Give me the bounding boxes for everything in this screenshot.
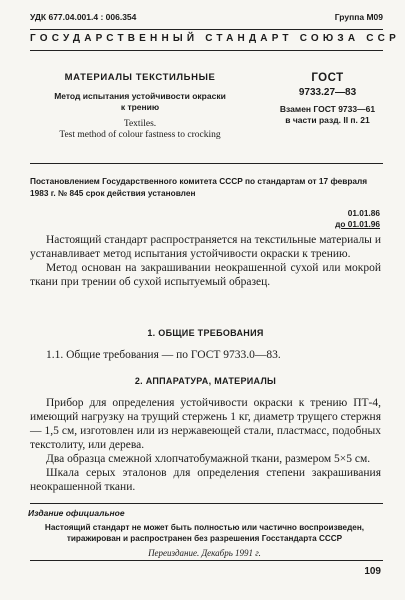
replaces-note: [265, 104, 390, 126]
method-title-line1: Метод испытания устойчивости окраски: [54, 91, 226, 101]
page-number: 109: [364, 566, 381, 577]
replaces-line1: Взамен ГОСТ 9733—61: [279, 104, 376, 114]
decree-text: [30, 176, 380, 199]
intro-paragraph-2: Метод основан на закрашивании неокрашенной сухой или мокрой ткани при трении об сухой испытуемый образец.: [30, 262, 381, 288]
footer-block: [28, 508, 381, 558]
udk-code: УДК 677.04.001.4 : 006.354: [30, 12, 137, 22]
english-title: [30, 119, 250, 141]
english-title-line1: Textiles.: [123, 119, 157, 129]
notice-line1: Настоящий стандарт не может быть полностью или частично воспроизведен,: [44, 523, 365, 532]
section-2-paragraph-1: Прибор для определения устойчивости окраски к трению ПТ-4, имеющий нагрузку на трущий стержень 1 кг, диаметр трущего стержня — 1,5 см, изготовлен или из нержавеющей стали, пластмасс, подобных текстолиту, или дерева.: [30, 397, 381, 451]
method-title: [30, 91, 250, 113]
section-2-text: [30, 396, 381, 494]
intro-text: [30, 233, 381, 289]
decree-line2: 1983 г. № 845 срок действия установлен: [30, 187, 196, 198]
validity-dates: [335, 208, 380, 230]
english-title-line2: Test method of colour fastness to crocking: [59, 130, 221, 140]
document-title: МАТЕРИАЛЫ ТЕКСТИЛЬНЫЕ: [64, 72, 216, 83]
section-2-heading: 2. АППАРАТУРА, МАТЕРИАЛЫ: [134, 376, 277, 386]
date-to: до 01.01.96: [335, 219, 380, 229]
section-1-item: 1.1. Общие требования — по ГОСТ 9733.0—83.: [46, 349, 281, 361]
edition-label: Издание официальное: [28, 508, 125, 518]
section-1-heading: 1. ОБЩИЕ ТРЕБОВАНИЯ: [147, 328, 264, 338]
decree-line1: Постановлением Государственного комитета СССР по стандартам от 17 февраля: [30, 176, 368, 186]
gost-number: 9733.27—83: [298, 87, 357, 98]
document-header: [30, 12, 383, 26]
title-block: [30, 72, 250, 141]
section-1-text: [30, 348, 381, 362]
section-2-paragraph-3: Шкала серых эталонов для определения степени закрашивания неокрашенной ткани.: [30, 467, 381, 493]
group-code: Группа М09: [334, 12, 383, 22]
standard-banner: ГОСУДАРСТВЕННЫЙ СТАНДАРТ СОЮЗА ССР: [30, 33, 400, 44]
title-rule: [30, 163, 383, 164]
reprint-note: Переиздание. Декабрь 1991 г.: [148, 548, 261, 558]
gost-label: ГОСТ: [311, 72, 344, 84]
method-title-line2: к трению: [120, 102, 160, 112]
header-rule-top: [30, 29, 383, 30]
footer-rule-bottom: [30, 560, 383, 561]
date-from: 01.01.86: [347, 208, 380, 218]
gost-block: [265, 72, 390, 126]
footer-rule-top: [30, 503, 383, 504]
notice-line2: тиражирован и распространен без разрешения Госстандарта СССР: [66, 534, 343, 543]
section-2-paragraph-2: Два образца смежной хлопчатобумажной ткани, размером 5×5 см.: [46, 453, 371, 465]
copyright-notice: [28, 522, 381, 544]
replaces-line2: в части разд. II п. 21: [285, 115, 370, 125]
header-rule-bottom: [30, 50, 383, 51]
intro-paragraph-1: Настоящий стандарт распространяется на текстильные материалы и устанавливает метод испытания устойчивости окраски к трению.: [30, 234, 381, 260]
